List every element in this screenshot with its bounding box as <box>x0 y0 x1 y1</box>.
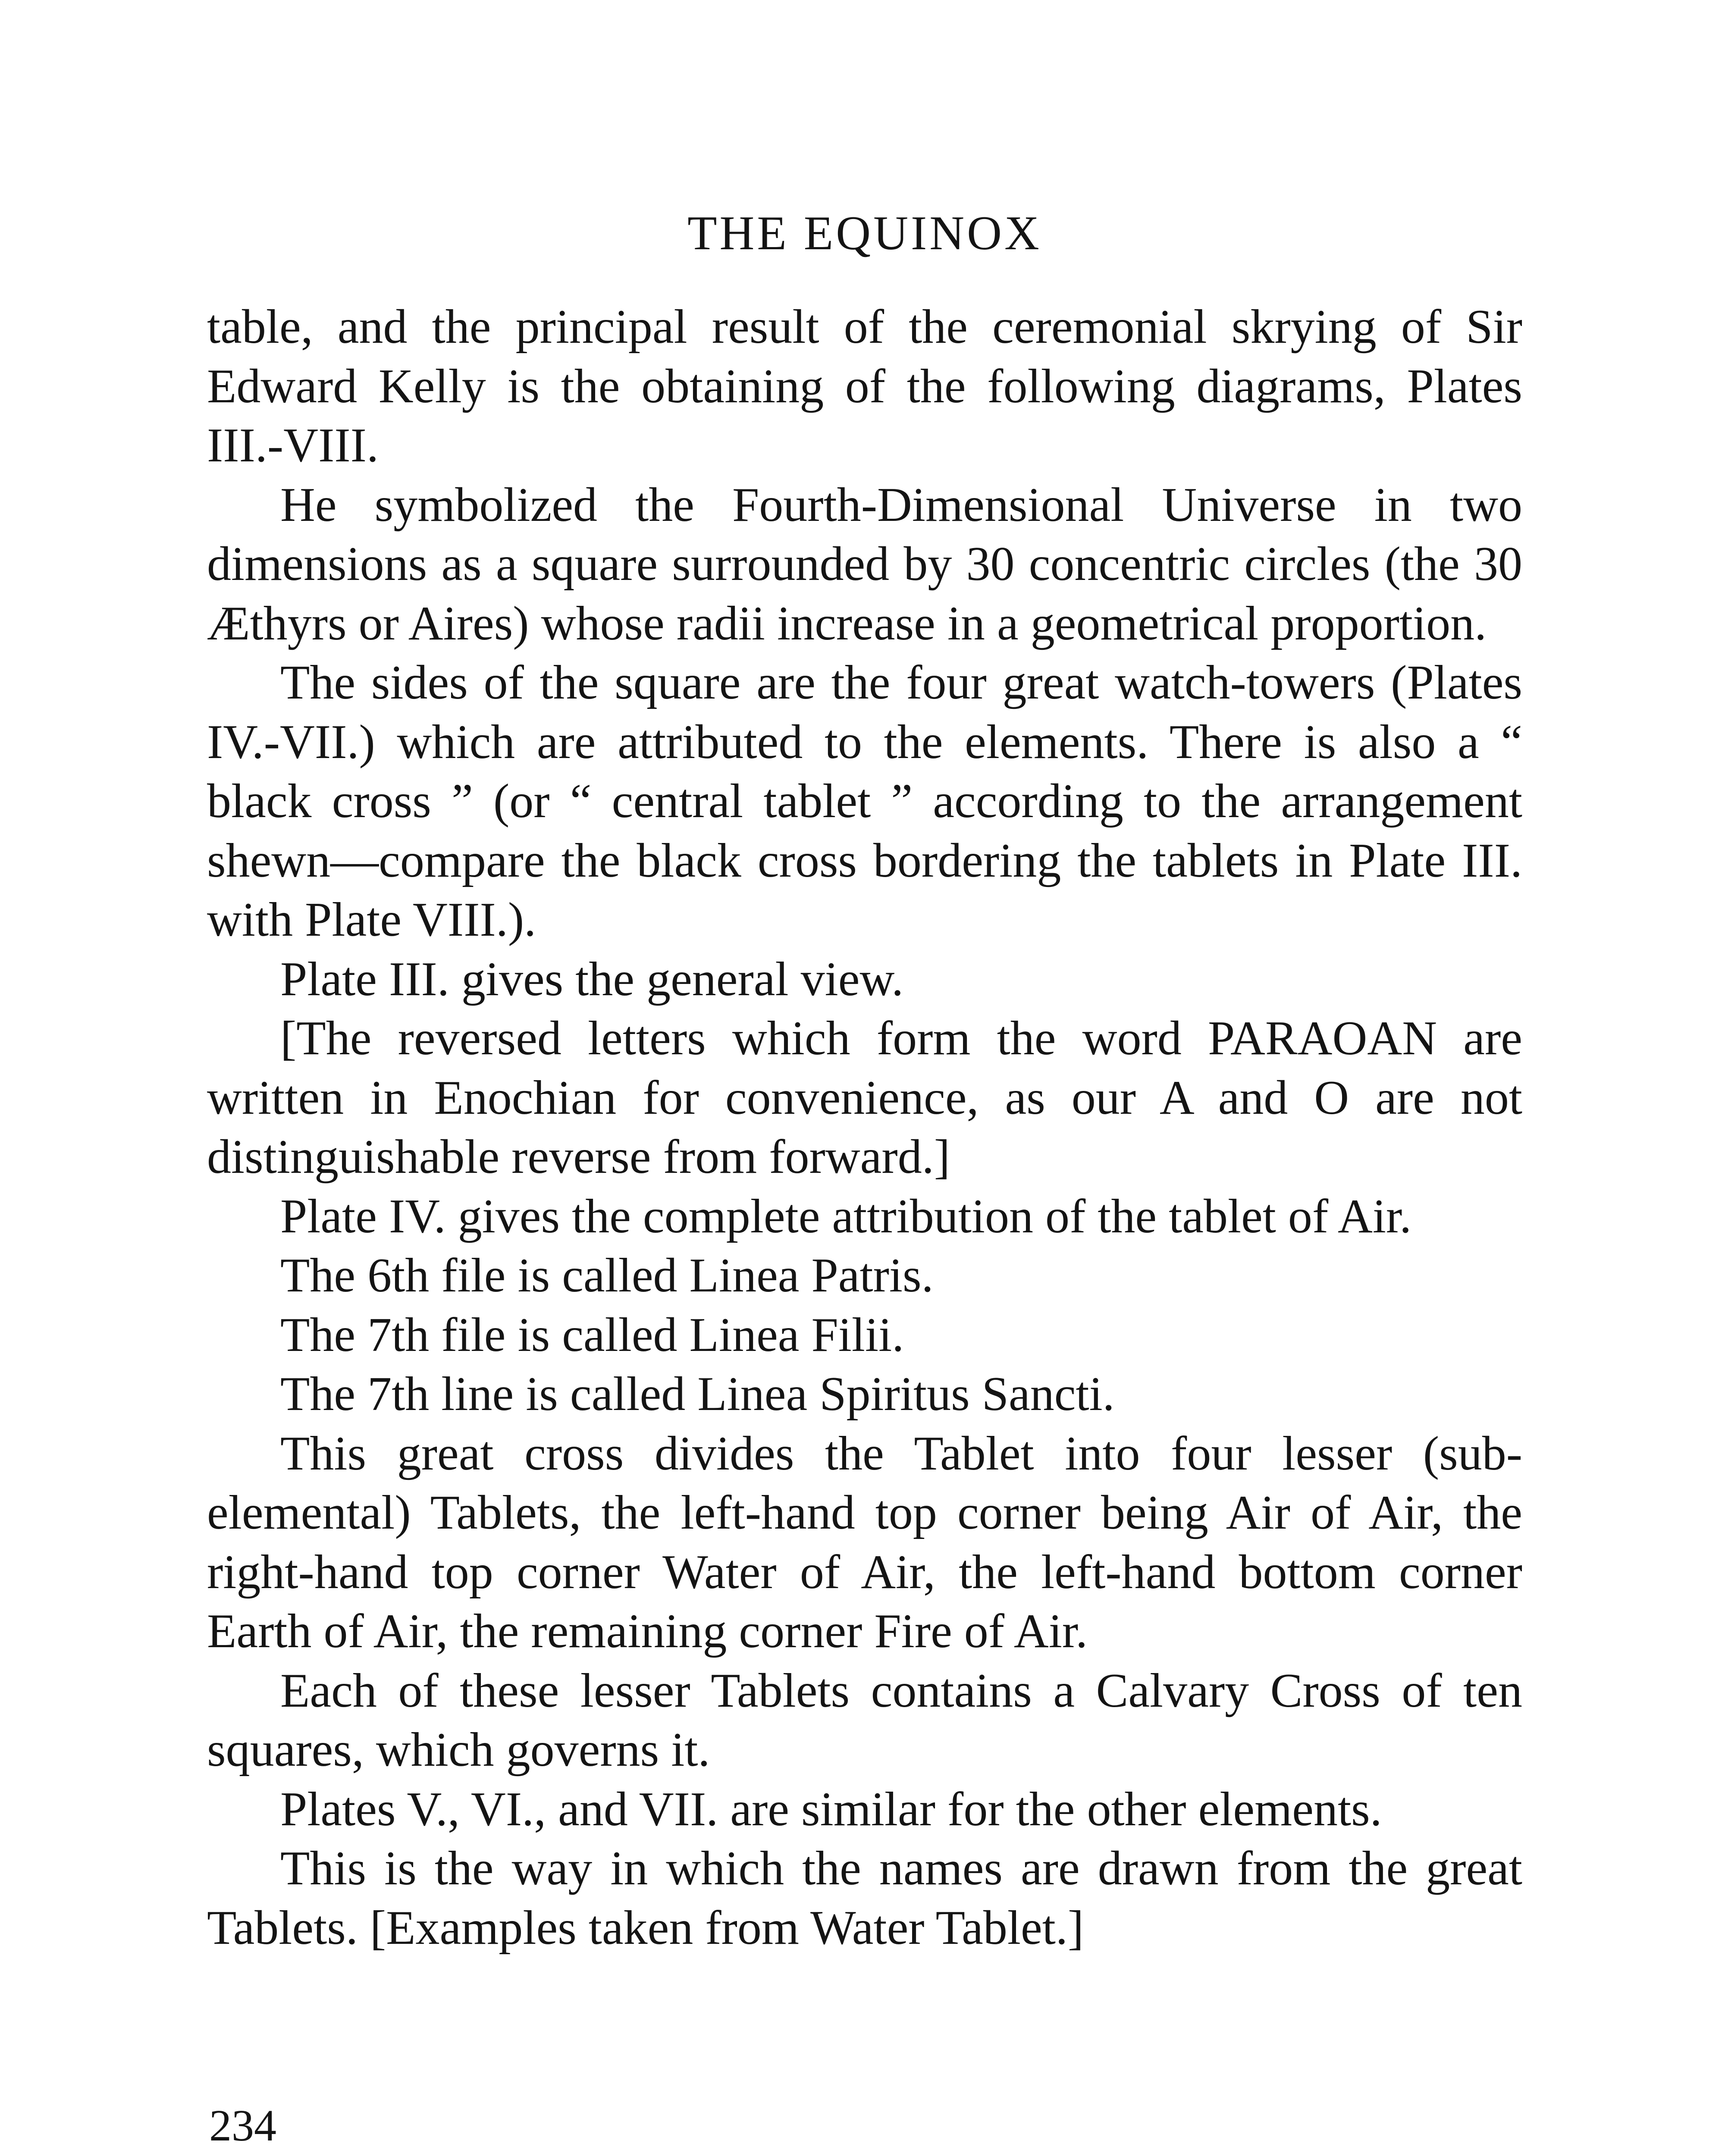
paragraph-13: This is the way in which the names are drawn from the great Tablets. [Examples taken from Water Tablet.] <box>207 1842 1522 1955</box>
paragraph-1: table, and the principal result of the ceremonial skrying of Sir Edward Kelly is the obtaining of the following diagrams, Plates III.-VIII. <box>207 300 1522 472</box>
paragraph-12: Plates V., VI., and VII. are similar for the other elements. <box>280 1782 1382 1836</box>
paragraph-7: The 6th file is called Linea Patris. <box>280 1249 934 1302</box>
paragraph-6: Plate IV. gives the complete attribution of the tablet of Air. <box>280 1189 1412 1243</box>
paragraph-4: Plate III. gives the general view. <box>280 952 904 1006</box>
page-number: 234 <box>209 2101 276 2150</box>
paragraph-8: The 7th file is called Linea Filii. <box>280 1308 904 1362</box>
paragraph-9: The 7th line is called Linea Spiritus Sancti. <box>280 1367 1115 1421</box>
paragraph-11: Each of these lesser Tablets contains a Calvary Cross of ten squares, which governs it. <box>207 1664 1522 1777</box>
running-head: THE EQUINOX <box>687 207 1042 260</box>
paragraph-10: This great cross divides the Tablet into four lesser (sub-elemental) Tablets, the left-hand top corner being Air of Air, the right-hand top corner Water of Air, the left-hand bottom corner Earth of Air, the remaining corner Fire of Air. <box>207 1426 1522 1658</box>
body-text <box>207 298 1522 1958</box>
paragraph-3: The sides of the square are the four great watch-towers (Plates IV.-VII.) which are attributed to the elements. There is also a “ black cross ” (or “ central tablet ” according to the arrangement shewn—compare the black cross bordering the tablets in Plate III. with Plate VIII.). <box>207 656 1522 946</box>
paragraph-2: He symbolized the Fourth-Dimensional Universe in two dimensions as a square surrounded by 30 concentric circles (the 30 Æthyrs or Aires) whose radii increase in a geometrical proportion. <box>207 478 1522 650</box>
paragraph-5: [The reversed letters which form the word PARAOAN are written in Enochian for convenience, as our A and O are not distinguishable reverse from forward.] <box>207 1012 1522 1184</box>
